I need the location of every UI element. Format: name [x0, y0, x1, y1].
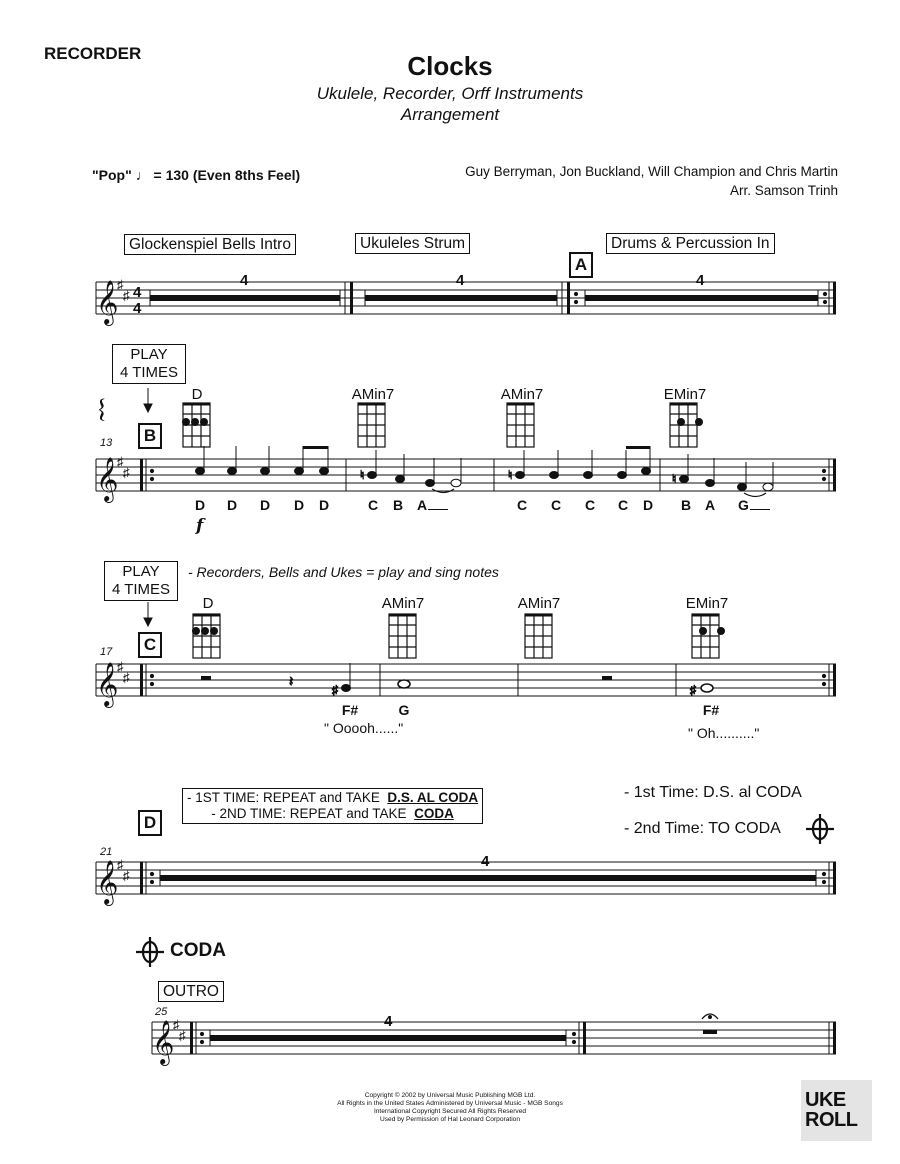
lyric-text: " Ooooh......" — [324, 720, 404, 736]
second-time-note: - 2nd Time: TO CODA — [624, 820, 781, 837]
rehearsal-mark-c: C — [138, 632, 162, 658]
times-label: 4 TIMES — [111, 581, 171, 598]
measure-number: 13 — [100, 437, 113, 449]
section-label-intro: Glockenspiel Bells Intro — [124, 234, 296, 255]
tempo-value: = 130 (Even 8ths Feel) — [153, 167, 301, 183]
repeat-second-time: - 2ND TIME: REPEAT and TAKE CODA — [211, 806, 454, 821]
whole-note — [701, 684, 713, 692]
tempo-style: "Pop" — [92, 167, 132, 183]
note-name: A — [704, 497, 716, 513]
coda-heading: CODA — [170, 940, 226, 961]
measure-number: 17 — [100, 646, 113, 658]
rehearsal-mark-d: D — [138, 810, 162, 836]
chord-name: EMin7 — [685, 595, 729, 612]
note-name: B — [680, 497, 692, 513]
svg-text:♯: ♯ — [123, 288, 130, 303]
note-name: C — [367, 497, 379, 513]
section-label-ukuleles: Ukuleles Strum — [355, 233, 470, 254]
note-head — [342, 685, 351, 692]
note-name: D — [642, 497, 654, 513]
chord-diagram-d-2 — [193, 614, 220, 658]
play-4-times-box — [112, 344, 186, 384]
note-name: C — [550, 497, 562, 513]
note-name: C — [584, 497, 596, 513]
finger-dots — [182, 418, 725, 635]
play-4-times-box — [104, 561, 178, 601]
treble-clef-icon: 𝄞 — [152, 1022, 175, 1064]
composers: Guy Berryman, Jon Buckland, Will Champion and Chris Martin — [465, 164, 838, 179]
svg-text:4: 4 — [133, 284, 142, 301]
whole-note — [398, 680, 410, 688]
note-name: D — [293, 497, 305, 513]
performance-instruction: - Recorders, Bells and Ukes = play and sing notes — [188, 564, 499, 580]
note-name: A — [417, 497, 448, 513]
treble-clef-icon: 𝄞 — [96, 459, 119, 501]
half-rest-icon — [201, 676, 211, 680]
note-name: G — [398, 702, 410, 718]
part-name: RECORDER — [44, 44, 142, 63]
note-name: B — [392, 497, 404, 513]
note-name: D — [226, 497, 238, 513]
measure-number: 25 — [155, 1006, 168, 1018]
song-title: Clocks — [407, 51, 493, 81]
repeat-instruction-box — [182, 788, 483, 824]
multirest-bar — [210, 1035, 566, 1041]
svg-text:♯: ♯ — [123, 670, 130, 685]
section-label-outro: OUTRO — [158, 981, 224, 1002]
rehearsal-mark-a: A — [569, 252, 593, 278]
multirest-count: 4 — [696, 272, 705, 289]
natural-icon: ♮ — [508, 468, 513, 482]
chord-name: AMin7 — [381, 595, 425, 612]
uke-n-roll-logo — [801, 1080, 872, 1141]
play-label: PLAY — [130, 346, 168, 363]
chord-name: D — [191, 386, 203, 403]
svg-text:♯: ♯ — [179, 1028, 186, 1043]
svg-text:♯: ♯ — [173, 1017, 180, 1032]
copyright-line: International Copyright Secured All Rights Reserved — [373, 1108, 527, 1115]
logo-line-1: UKE — [805, 1089, 846, 1111]
note-name: C — [516, 497, 528, 513]
svg-text:♯: ♯ — [117, 659, 124, 674]
multirest-count: 4 — [456, 272, 465, 289]
treble-clef-icon: 𝄞 — [96, 282, 119, 324]
multirest-count: 4 — [481, 853, 490, 870]
segno-icon: 𝄔 — [98, 395, 105, 426]
multirest-bar — [365, 295, 557, 301]
treble-clef-icon: 𝄞 — [96, 664, 119, 706]
sharp-icon: ♯ — [690, 683, 696, 697]
coda-icon — [136, 937, 164, 967]
svg-text:4: 4 — [133, 300, 142, 317]
rehearsal-mark-b: B — [138, 423, 162, 449]
subtitle-line-1: Ukulele, Recorder, Orff Instruments — [316, 84, 584, 103]
multirest-count: 4 — [240, 272, 249, 289]
natural-icon: ♮ — [672, 472, 677, 486]
treble-clef-icon: 𝄞 — [96, 862, 119, 904]
measure-number: 21 — [100, 846, 113, 858]
lyric-text: " Oh.........." — [688, 725, 760, 741]
logo-line-2: ROLL — [805, 1109, 858, 1131]
sharp-icon: ♯ — [332, 683, 338, 697]
chord-name: D — [202, 595, 214, 612]
quarter-note-icon: ♩ — [135, 167, 150, 183]
chord-name: AMin7 — [351, 386, 395, 403]
copyright-line: All Rights in the United States Administered by Universal Music - MGB Songs — [337, 1100, 563, 1107]
chord-diagram-amin7-4 — [525, 614, 552, 658]
dynamic-forte: f — [196, 516, 204, 536]
chord-diagram-amin7-2 — [507, 403, 534, 447]
chord-diagram-emin7-2 — [692, 614, 719, 658]
whole-rest-icon — [602, 676, 612, 680]
staff-2 — [96, 459, 836, 491]
repeat-first-time: - 1ST TIME: REPEAT and TAKE D.S. AL CODA — [187, 790, 479, 805]
arranger: Arr. Samson Trinh — [729, 183, 838, 198]
note-name: G — [738, 497, 770, 513]
multirest-bar — [160, 875, 816, 881]
copyright-notice — [0, 1089, 900, 1124]
note-name: C — [617, 497, 629, 513]
svg-text:♯: ♯ — [117, 454, 124, 469]
note-name: D — [194, 497, 206, 513]
quarter-rest-icon: 𝄽 — [289, 673, 294, 689]
svg-text:♯: ♯ — [117, 277, 124, 292]
svg-text:♯: ♯ — [123, 868, 130, 883]
first-time-note: - 1st Time: D.S. al CODA — [624, 784, 802, 801]
coda-icon — [806, 814, 834, 844]
note-name: D — [259, 497, 271, 513]
multirest-count: 4 — [384, 1013, 393, 1030]
svg-text:♯: ♯ — [117, 857, 124, 872]
chord-name: AMin7 — [517, 595, 561, 612]
note-name: F# — [341, 702, 359, 718]
multirest-bar — [585, 295, 818, 301]
note-name: D — [318, 497, 330, 513]
subtitle-line-2: Arrangement — [400, 105, 500, 124]
section-label-drums: Drums & Percussion In — [606, 233, 775, 254]
chord-name: AMin7 — [500, 386, 544, 403]
time-signature-icon — [133, 284, 142, 317]
svg-text:♯: ♯ — [123, 465, 130, 480]
multirest-bar — [150, 295, 340, 301]
natural-icon: ♮ — [360, 468, 365, 482]
copyright-line: Used by Permission of Hal Leonard Corporation — [379, 1116, 520, 1123]
whole-rest-icon — [703, 1030, 717, 1034]
chord-diagram-amin7-3 — [389, 614, 416, 658]
times-label: 4 TIMES — [119, 364, 179, 381]
note-name: F# — [702, 702, 720, 718]
play-label: PLAY — [122, 563, 160, 580]
note-head — [196, 446, 774, 491]
chord-diagram-amin7-1 — [358, 403, 385, 447]
copyright-line: Copyright © 2002 by Universal Music Publishing MGB Ltd. — [364, 1092, 536, 1099]
chord-name: EMin7 — [663, 386, 707, 403]
